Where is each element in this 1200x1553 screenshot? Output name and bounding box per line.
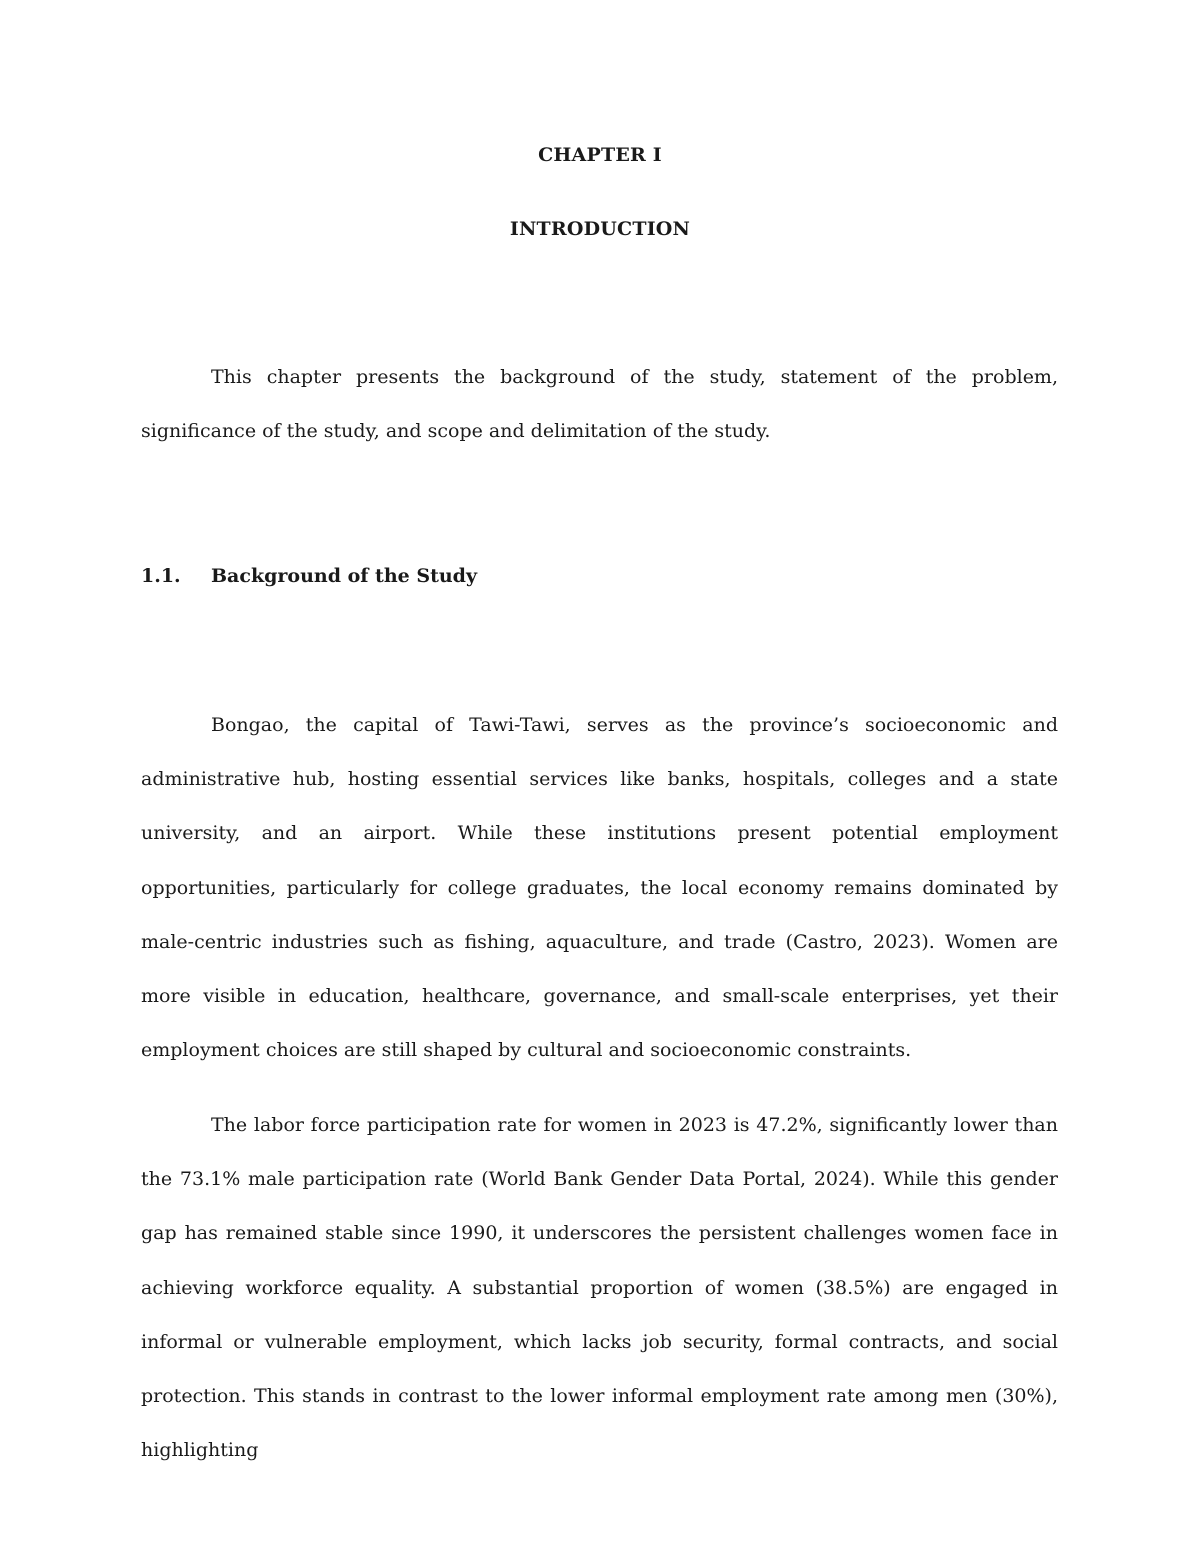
body-paragraph-2: The labor force participation rate for women in 2023 is 47.2%, significantly lower than the 73.1% male participation rate (World Bank Gender Data Portal, 2024). While this gender gap has remained stable since 1990, it underscores the persistent challenges women face in achieving workforce equality. A substantial proportion of women (38.5%) are engaged in informal or vulnerable employment, which lacks job security, formal contracts, and social protection. This stands in contrast to the lower informal employment rate among men (30%), highlighting [141,1114,1058,1462]
chapter-label: CHAPTER I [538,144,662,166]
section-heading [141,565,477,587]
intro-paragraph: This chapter presents the background of the study, statement of the problem, significance of the study, and scope and delimitation of the study. [141,366,1058,443]
chapter-title: INTRODUCTION [509,218,691,240]
body-paragraph-1: Bongao, the capital of Tawi-Tawi, serves as the province’s socioeconomic and administrative hub, hosting essential services like banks, hospitals, colleges and a state university, and an airport. While these institutions present potential employment opportunities, particularly for college graduates, the local economy remains dominated by male-centric industries such as fishing, aquaculture, and trade (Castro, 2023). Women are more visible in education, healthcare, governance, and small-scale enterprises, yet their employment choices are still shaped by cultural and socioeconomic constraints. [141,714,1058,1062]
section-title: Background of the Study [211,565,477,587]
section-number: 1.1. [141,565,181,587]
